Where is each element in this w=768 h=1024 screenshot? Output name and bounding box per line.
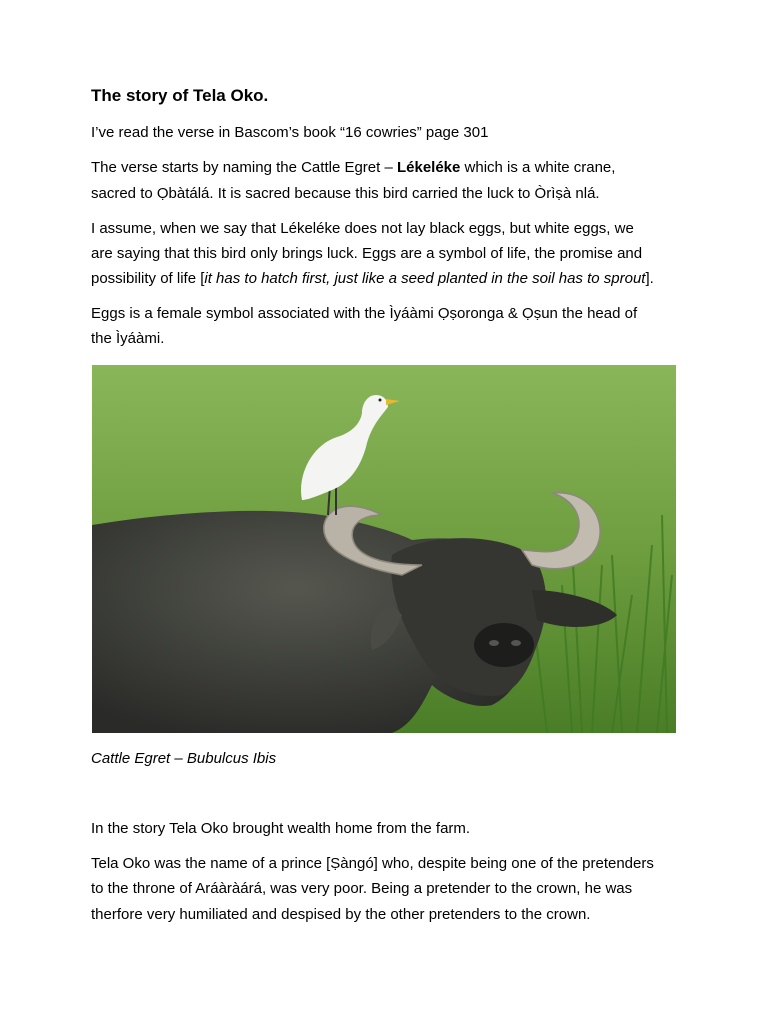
paragraph-verse-line-2: sacred to Ọbàtálá. It is sacred because this bird carried the luck to Òrìṣà nlá.: [91, 185, 600, 202]
paragraph-assume-line-1: I assume, when we say that Lékeléke does not lay black eggs, but white eggs, we: [91, 220, 634, 237]
paragraph-assume-line-3: [91, 270, 654, 288]
text-span: The verse starts by naming the Cattle Egret –: [91, 159, 397, 176]
buffalo-muzzle: [474, 623, 534, 667]
text-span: ].: [645, 270, 654, 287]
paragraph-eggs-line-2: the Ìyáàmi.: [91, 330, 165, 347]
paragraph-prince-line-1: Tela Oko was the name of a prince [Ṣàngó] who, despite being one of the pretenders: [91, 855, 654, 872]
photo-caption: Cattle Egret – Bubulcus Ibis: [91, 750, 277, 767]
text-span: which is a white crane,: [460, 159, 616, 176]
paragraph-prince-line-2: to the throne of Aráàràárá, was very poor. Being a pretender to the crown, he was: [91, 880, 633, 897]
paragraph-prince-line-3: therfore very humiliated and despised by the other pretenders to the crown.: [91, 906, 591, 923]
paragraph-verse-line-1: [91, 159, 615, 177]
paragraph-story: In the story Tela Oko brought wealth home from the farm.: [91, 820, 471, 837]
egret-buffalo-photo: [92, 365, 676, 733]
paragraph-assume-line-2: are saying that this bird only brings luck. Eggs are a symbol of life, the promise and: [91, 245, 643, 262]
paragraph-eggs-line-1: Eggs is a female symbol associated with the Ìyáàmi Ọṣoronga & Ọṣun the head of: [91, 305, 638, 322]
paragraph-source: I’ve read the verse in Bascom’s book “16 cowries” page 301: [91, 124, 489, 141]
bold-term: Lékeléke: [396, 159, 461, 176]
italic-span: it has to hatch first, just like a seed planted in the soil has to sprout: [204, 270, 646, 287]
buffalo-nostril: [511, 640, 521, 646]
buffalo-nostril: [489, 640, 499, 646]
document-title: The story of Tela Oko.: [91, 86, 269, 105]
text-span: possibility of life [: [91, 270, 205, 287]
photo-illustration: [92, 365, 676, 733]
